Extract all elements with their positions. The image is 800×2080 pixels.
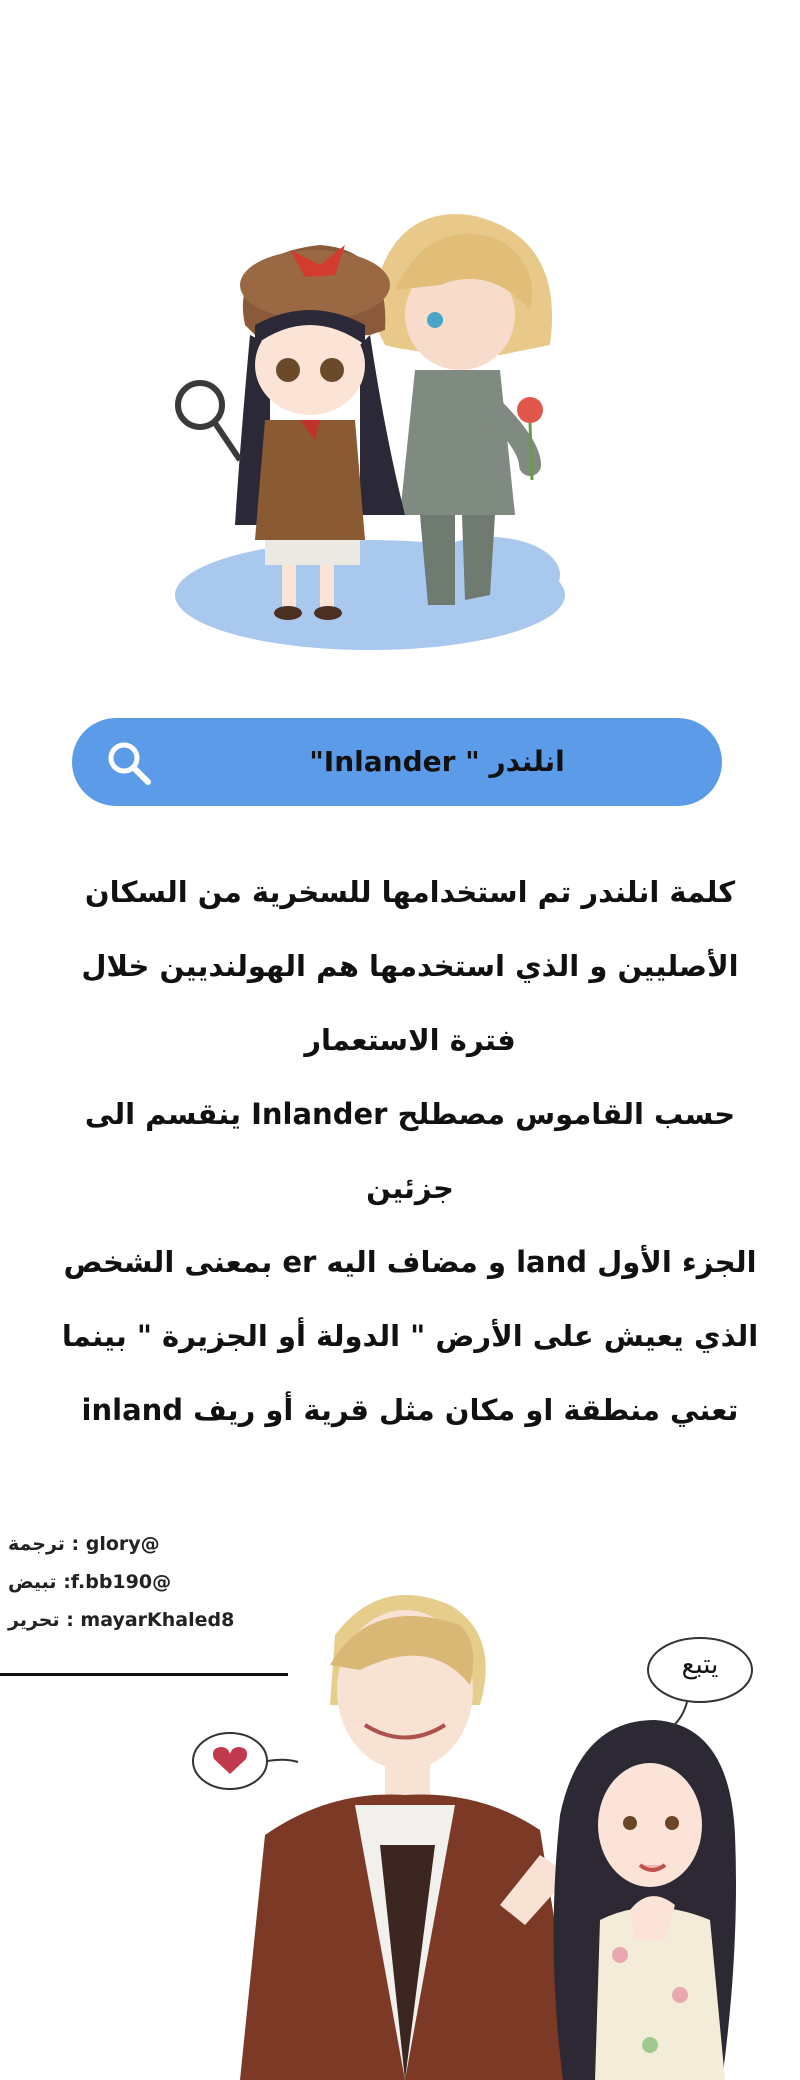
heart-speech-bubble xyxy=(190,1728,300,1794)
article-line: الذي يعيش على الأرض " الدولة أو الجزيرة " بينما xyxy=(61,1319,759,1353)
article-line: فترة الاستعمار xyxy=(304,1023,516,1057)
search-bar[interactable] xyxy=(72,718,722,806)
credit-translation: ترجمة : glory@ xyxy=(8,1533,160,1555)
article-line: كلمة انلندر تم استخدامها للسخرية من السكان xyxy=(84,875,736,909)
chibi-detective-illustration xyxy=(170,195,590,685)
article-line: جزئين xyxy=(366,1171,454,1205)
article-line: تعني منطقة او مكان مثل قرية أو ريف inland xyxy=(81,1393,739,1427)
search-query-text: انلندر " Inlander" xyxy=(309,745,565,778)
article-line: حسب القاموس مصطلح Inlander ينقسم الى xyxy=(84,1097,736,1131)
article-line: الأصليين و الذي استخدمها هم الهولنديين خلال xyxy=(81,949,739,983)
credit-cleaning: تبيض :f.bb190@ xyxy=(8,1571,172,1593)
search-icon xyxy=(102,736,158,792)
credit-editing: تحرير : mayarKhaled8 xyxy=(8,1609,235,1631)
article-line: الجزء الأول land و مضاف اليه er بمعنى الشخص xyxy=(63,1245,757,1279)
article-text xyxy=(40,855,780,1447)
to-be-continued-label: يتبع xyxy=(681,1650,719,1680)
text-speech-bubble xyxy=(645,1632,765,1728)
